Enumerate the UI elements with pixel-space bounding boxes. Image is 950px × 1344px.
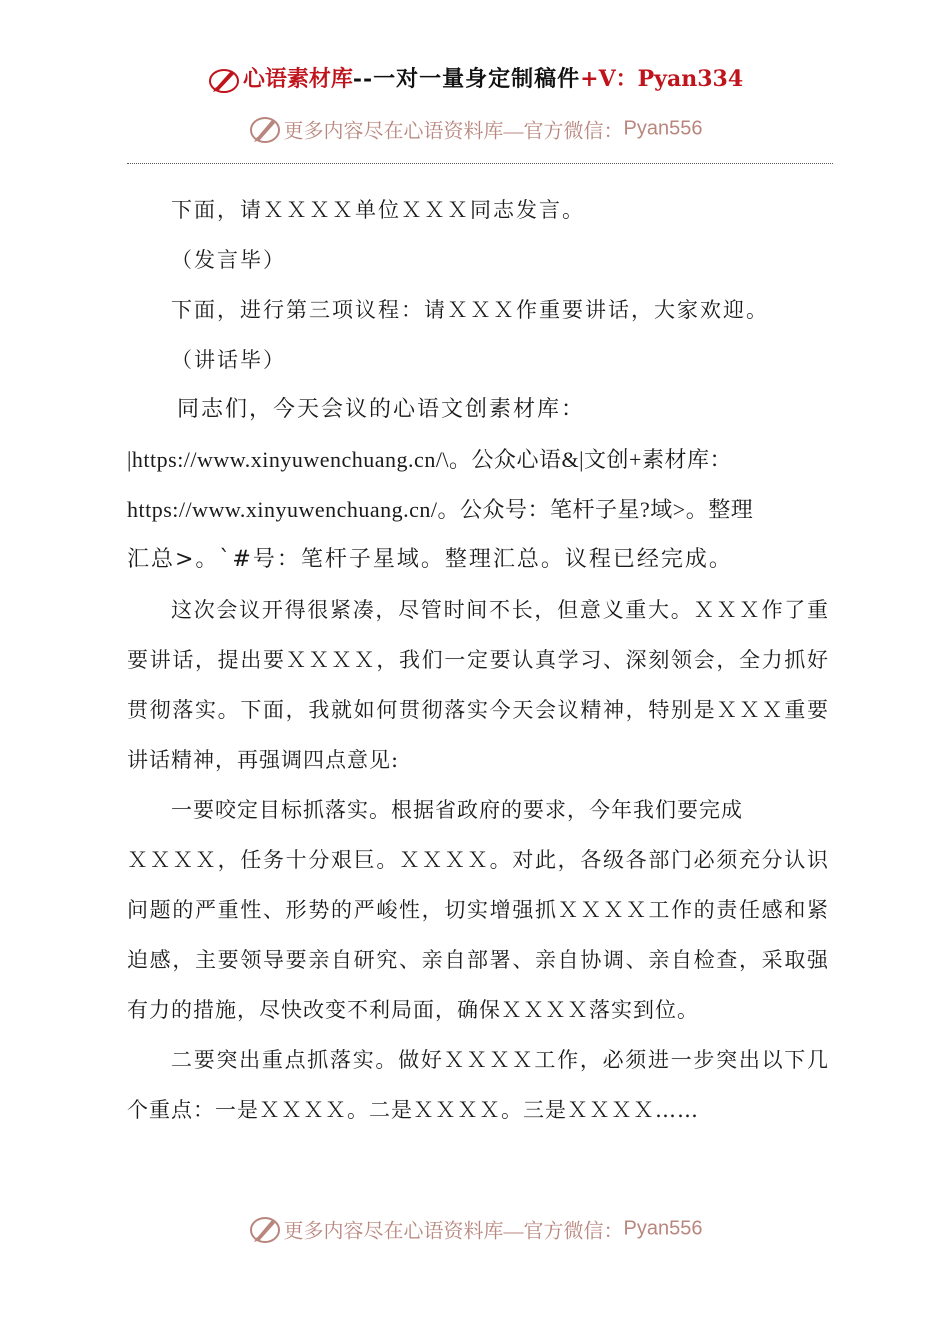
paragraph: |https://www.xinyuwenchuang.cn/\。公众心语&|文创+素材库： <box>127 447 732 472</box>
watermark-id: Pyan556 <box>623 1217 703 1240</box>
pen-logo-icon <box>207 65 241 95</box>
watermark-text: 更多内容尽在心语资料库—官方微信： <box>283 120 624 143</box>
paragraph: （发言毕） <box>171 248 286 272</box>
header-separator: -- <box>352 66 374 92</box>
paragraph: https://www.xinyuwenchuang.cn/。公众号：笔杆子星?域>。整理 <box>127 497 754 522</box>
paragraph: 下面，请ＸＸＸＸ单位ＸＸＸ同志发言。 <box>171 198 585 222</box>
paragraph: 一要咬定目标抓落实。根据省政府的要求，今年我们要完成 <box>171 798 743 822</box>
watermark-id: Pyan556 <box>623 117 703 140</box>
paragraph: （讲话毕） <box>171 348 286 372</box>
watermark-logo-icon <box>248 113 282 145</box>
paragraph: 二要突出重点抓落实。做好ＸＸＸＸ工作，必须进一步突出以下几个重点：一是ＸＸＸＸ。二是ＸＸＸＸ。三是ＸＸＸＸ…… <box>127 1048 829 1122</box>
paragraph: 汇总>。`#号：笔杆子星域。整理汇总。议程已经完成。 <box>127 547 733 572</box>
page-header <box>0 62 950 95</box>
paragraph: 下面，进行第三项议程：请ＸＸＸ作重要讲话，大家欢迎。 <box>171 298 769 322</box>
header-divider <box>127 163 833 164</box>
paragraph: 同志们，今天会议的心语文创素材库： <box>177 397 586 422</box>
paragraph: 这次会议开得很紧凑，尽管时间不长，但意义重大。ＸＸＸ作了重要讲话，提出要ＸＸＸＸ，我们一定要认真学习、深刻领会，全力抓好贯彻落实。下面，我就如何贯彻落实今天会议精神，特别是ＸＸＸ重要讲话精神，再强调四点意见: <box>127 598 829 772</box>
header-slogan: 一对一量身定制稿件 <box>373 66 581 92</box>
header-contact: +V：Pyan334 <box>580 66 744 92</box>
document-body <box>127 185 829 1135</box>
watermark-logo-icon <box>248 1213 282 1245</box>
watermark-bottom <box>0 1213 950 1245</box>
watermark-top <box>0 113 950 145</box>
watermark-text: 更多内容尽在心语资料库—官方微信： <box>283 1220 624 1243</box>
paragraph: ＸＸＸＸ，任务十分艰巨。ＸＸＸＸ。对此，各级各部门必须充分认识问题的严重性、形势的严峻性，切实增强抓ＸＸＸＸ工作的责任感和紧迫感，主要领导要亲自研究、亲自部署、亲自协调、亲自检查，采取强有力的措施，尽快改变不利局面，确保ＸＸＸＸ落实到位。 <box>127 848 829 1022</box>
brand-name: 心语素材库 <box>242 66 353 92</box>
